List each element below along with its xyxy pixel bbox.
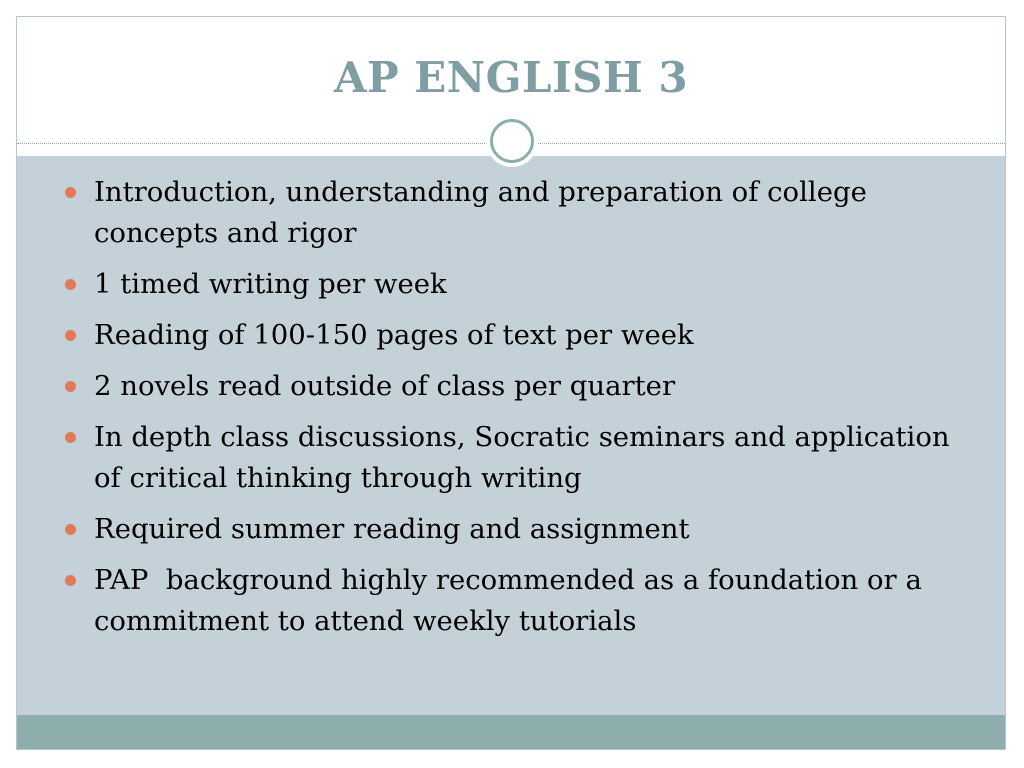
bullet-icon [65,524,76,535]
bullet-text: In depth class discussions, Socratic seminars and application of critical thinking through writing [94,421,950,494]
bullet-item [62,264,962,305]
bullet-item [62,172,962,254]
ornament-ring [490,119,534,163]
bullet-text: Required summer reading and assignment [94,513,690,545]
bullet-text: 1 timed writing per week [94,268,447,300]
bullet-item [62,560,962,642]
bullet-icon [65,381,76,392]
footer-band [17,715,1005,750]
circle-ornament-icon [486,115,538,167]
bullet-text: Introduction, understanding and preparation of college concepts and rigor [94,176,867,249]
bullet-item [62,417,962,499]
bullet-icon [65,330,76,341]
bullet-text: PAP background highly recommended as a foundation or a commitment to attend weekly tutorials [94,564,931,637]
bullet-icon [65,279,76,290]
slide-title: AP ENGLISH 3 [333,53,689,102]
bullet-item [62,315,962,356]
bullet-text: 2 novels read outside of class per quarter [94,370,676,402]
bullet-item [62,509,962,550]
bullet-text: Reading of 100-150 pages of text per week [94,319,694,351]
bullet-icon [65,187,76,198]
bullet-list [62,172,962,652]
bullet-item [62,366,962,407]
bullet-icon [65,432,76,443]
bullet-icon [65,575,76,586]
